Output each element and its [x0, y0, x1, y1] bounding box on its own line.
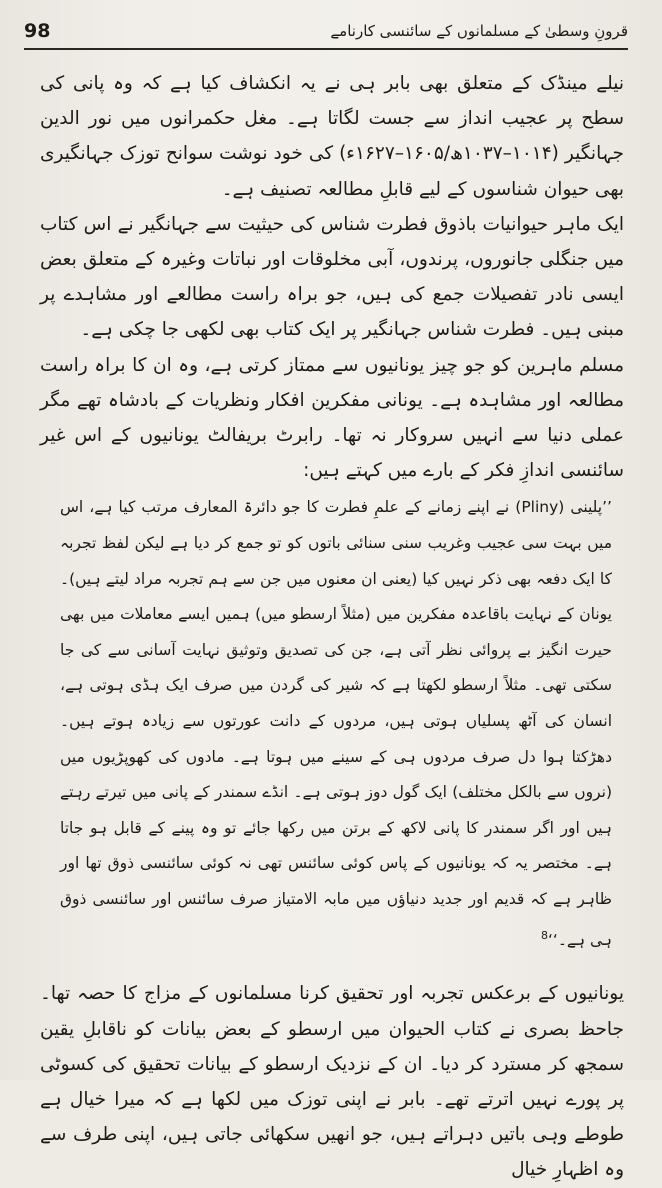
paragraph-muslim-observation: مسلم ماہرین کو جو چیز یونانیوں سے ممتاز کرتی ہے، وہ ان کا براہ راست مطالعہ اور مشاہدہ ہے۔ یونانی مفکرین افکار ونظریات کے بادشاہ تھے مگر عملی دنیا سے انہیں سروکار نہ تھا۔ رابرٹ بریفالٹ یونانیوں کے اس غیر سائنسی اندازِ فکر کے بارے میں کہتے ہیں: [40, 354, 624, 482]
running-title: قرونِ وسطیٰ کے مسلمانوں کے سائنسی کارنامے [330, 22, 628, 40]
paragraph-jahangir-naturalist: ایک ماہر حیوانیات باذوق فطرت شناس کی حیثیت سے جہانگیر نے اس کتاب میں جنگلی جانوروں، پرندوں، آبی مخلوقات اور نباتات وغیرہ کے متعلق بعض ایسی نادر تفصیلات جمع کی ہیں، جو براہ راست مطالعے اور مشاہدے پر مبنی ہیں۔ فطرت شناس جہانگیر پر ایک کتاب بھی لکھی جا چکی ہے۔ [40, 213, 624, 341]
spacer [40, 958, 624, 976]
paragraph-babur-frog-jahangir: نیلے مینڈک کے متعلق بھی بابر ہی نے یہ انکشاف کیا ہے کہ وہ پانی کی سطح پر عجیب انداز سے جست لگاتا ہے۔ مغل حکمرانوں میں نور الدین جہانگیر (۱۰۱۴–۱۰۳۷ھ/۱۶۰۵–۱۶۲۷ء) کی خود نوشت سوانح توزک جہانگیری بھی حیوان شناسوں کے لیے قابلِ مطالعہ تصنیف ہے۔ [40, 73, 624, 200]
page-header [24, 14, 628, 50]
quote-text: ’’پلینی (Pliny) نے اپنے زمانے کے علمِ فطرت کا جو دائرۃ المعارف مرتب کیا ہے، اس میں بہت سی عجیب وغریب سنی سنائی باتوں کو تو جمع کر دیا ہے لیکن لفظ تجربہ کا ایک دفعہ بھی ذکر نہیں کیا (یعنی ان معنوں میں جن سے ہم تجربہ مراد لیتے ہیں)۔ یونان کے نہایت باقاعدہ مفکرین میں (مثلاً ارسطو میں) ہمیں ایسے معاملات میں بھی حیرت انگیز بے پروائی نظر آتی ہے، جن کی تصدیق وتوثیق نہایت آسانی سے کی جا سکتی تھی۔ مثلاً ارسطو لکھتا ہے کہ شیر کی گردن میں صرف ایک ہڈی ہوتی ہے، انسان کی آٹھ پسلیاں ہوتی ہیں، مردوں کے دانت عورتوں سے زیادہ ہوتے ہیں۔ دھڑکتا ہوا دل صرف مردوں ہی کے سینے میں ہوتا ہے۔ مادوں کی کھوپڑیوں میں (نروں سے بالکل مختلف) ایک گول دوز ہوتی ہے۔ انڈے سمندر کے پانی میں تیرتے رہتے ہیں اور اگر سمندر کا پانی لاکھ کے برتن میں رکھا جائے تو وہ پینے کے قابل ہو جاتا ہے۔ مختصر یہ کہ یونانیوں کے پاس کوئی سائنس تھی نہ کوئی سائنسی ذوق تھا اور ظاہر ہے کہ قدیم اور جدید دنیاؤں میں مابہ الامتیاز صرف سائنس اور سائنسی ذوق ہی ہے۔‘‘ [60, 498, 612, 949]
footnote-reference: 8 [540, 928, 548, 942]
block-quote-briffault [60, 490, 612, 958]
paragraph-jahiz-aristotle: یونانیوں کے برعکس تجربہ اور تحقیق کرنا مسلمانوں کے مزاج کا حصہ تھا۔ جاحظ بصری نے کتاب الحیوان میں ارسطو کے بعض بیانات کو ناقابلِ یقین سمجھ کر مسترد کر دیا۔ ان کے نزدیک ارسطو کے بیانات تحقیق کی کسوٹی پر پورے نہیں اترتے تھے۔ بابر نے اپنی توزک میں لکھا ہے کہ میرا خیال ہے طوطے وہی باتیں دہراتے ہیں، جو انھیں سکھائی جاتی ہیں، اپنی طرف سے وہ اظہارِ خیال [40, 983, 624, 1181]
body-text [40, 66, 624, 1188]
page-number: 98 [24, 20, 51, 42]
